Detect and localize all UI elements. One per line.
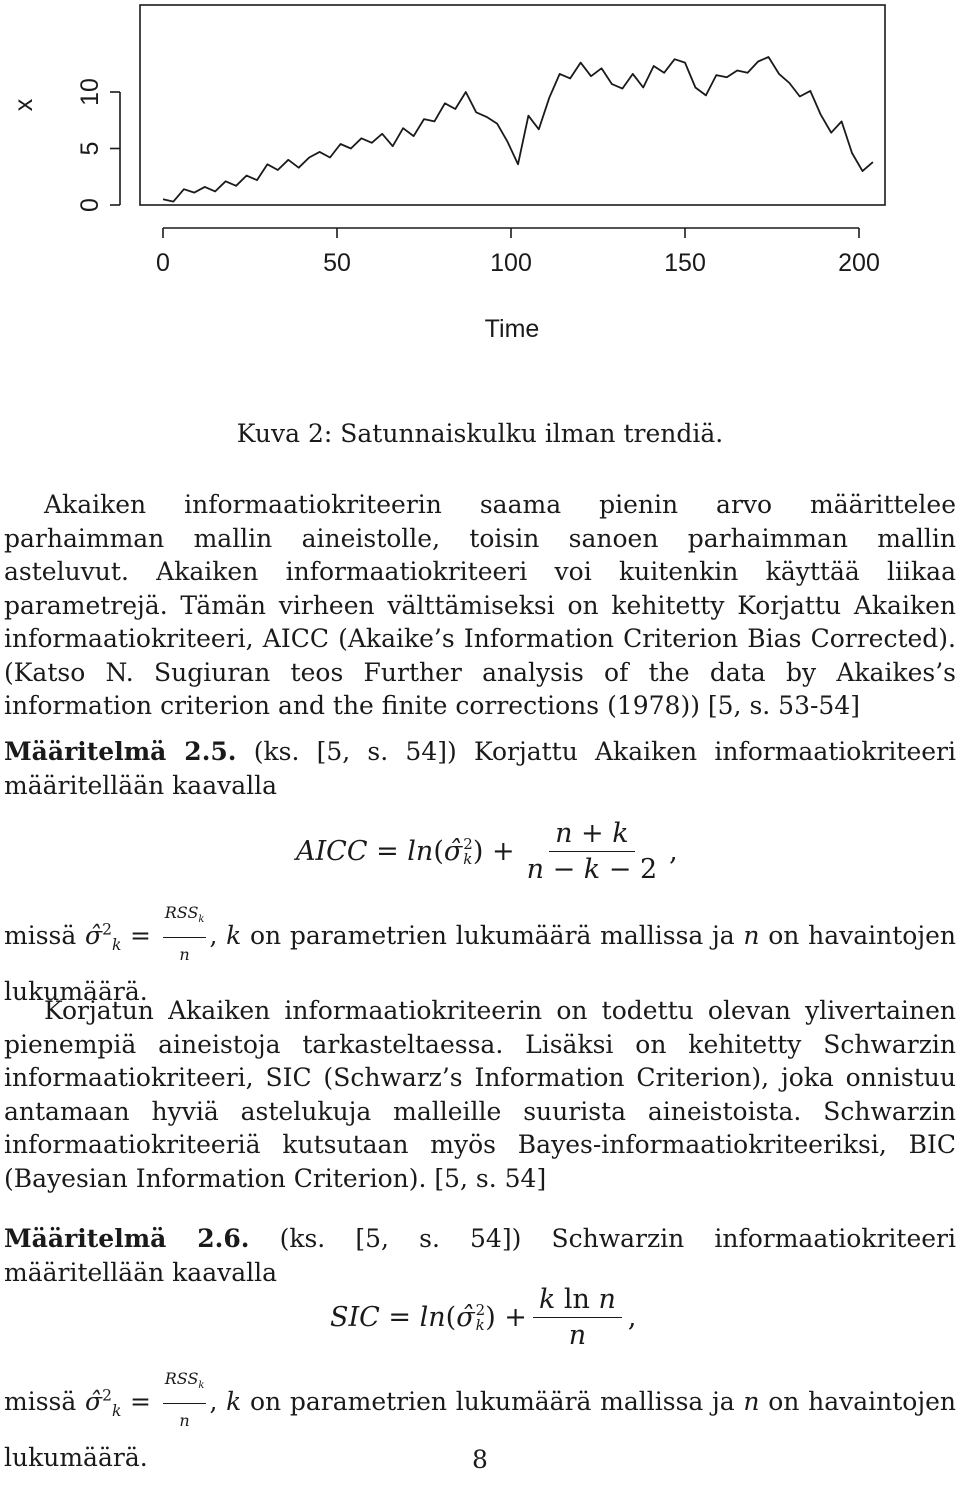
x-tick-label: 0: [156, 249, 170, 277]
definition-2-5-where: missä σ̂$^2_k$ = $RSS_k$ n , k on parametrien lukumäärä mallissa ja n on havaintojen lukumäärä.: [4, 900, 956, 1009]
definition-2-5-text: (ks. [5, s. 54]) Korjattu Akaiken informaatiokriteeri määritellään kaavalla: [4, 737, 956, 800]
figure-caption: Kuva 2: Satunnaiskulku ilman trendiä.: [236, 419, 724, 448]
y-axis: [76, 78, 120, 212]
page-number: 8: [472, 1445, 488, 1474]
series-line: [163, 57, 873, 202]
x-tick-label: 50: [323, 249, 351, 277]
x-axis-label: Time: [484, 315, 540, 343]
y-axis-label: x: [10, 98, 38, 112]
plot-frame: [140, 5, 885, 205]
y-tick-label: 5: [76, 141, 104, 156]
definition-2-6: [4, 1222, 956, 1289]
definition-2-5: [4, 735, 956, 802]
paragraph-2: Korjatun Akaiken informaatiokriteerin on todettu olevan ylivertainen pienempiä aineistoja tarkasteltaessa. Lisäksi on kehitetty Schwarzin informaatiokriteeri, SIC (Schwarz’s Information Criterion), joka onnistuu antamaan hyviä astelukuja malleille suurista aineistoista. Schwarzin informaatiokriteeriä kutsutaan myös Bayes-informaatiokriteeriksi, BIC (Bayesian Information Criterion). [5, s. 54]: [4, 996, 956, 1193]
x-tick-label: 200: [838, 249, 880, 277]
definition-2-5-label: Määritelmä 2.5.: [4, 737, 237, 766]
sic-formula: SIC = ln ( σ̂ 2 k ) + $\frac{\text{k ln n}}{n}$ ,: [330, 1284, 637, 1351]
x-axis: [156, 228, 880, 277]
definition-2-6-text: (ks. [5, s. 54]) Schwarzin informaatiokriteeri määritellään kaavalla: [4, 1224, 956, 1287]
time-series-chart: [0, 0, 960, 360]
y-tick-label: 0: [76, 198, 104, 212]
y-tick-label: 10: [76, 78, 104, 106]
x-tick-label: 150: [664, 249, 706, 277]
definition-2-6-where: missä σ̂$^2_k$ = $RSS_k$ n , k on parametrien lukumäärä mallissa ja n on havaintojen lukumäärä.: [4, 1366, 956, 1475]
paragraph-1: Akaiken informaatiokriteerin saama pienin arvo määrittelee parhaimman mallin aineistolle, toisin sanoen parhaimman mallin asteluvut. Akaiken informaatiokriteeri voi kuitenkin käyttää liikaa parametrejä. Tämän virheen välttämiseksi on kehitetty Korjattu Akaiken informaatiokriteeri, AICC (Akaike’s Information Criterion Bias Corrected). (Katso N. Sugiuran teos Further analysis of the data by Akaikes’s information criterion and the finite corrections (1978)) [5, s. 53-54]: [4, 490, 956, 720]
definition-2-6-label: Määritelmä 2.6.: [4, 1224, 250, 1253]
x-tick-label: 100: [490, 249, 532, 277]
aicc-formula: AICC = ln ( σ̂ 2 k ) + $\frac{n + k}{n - k - 2}$ ,: [296, 818, 678, 885]
